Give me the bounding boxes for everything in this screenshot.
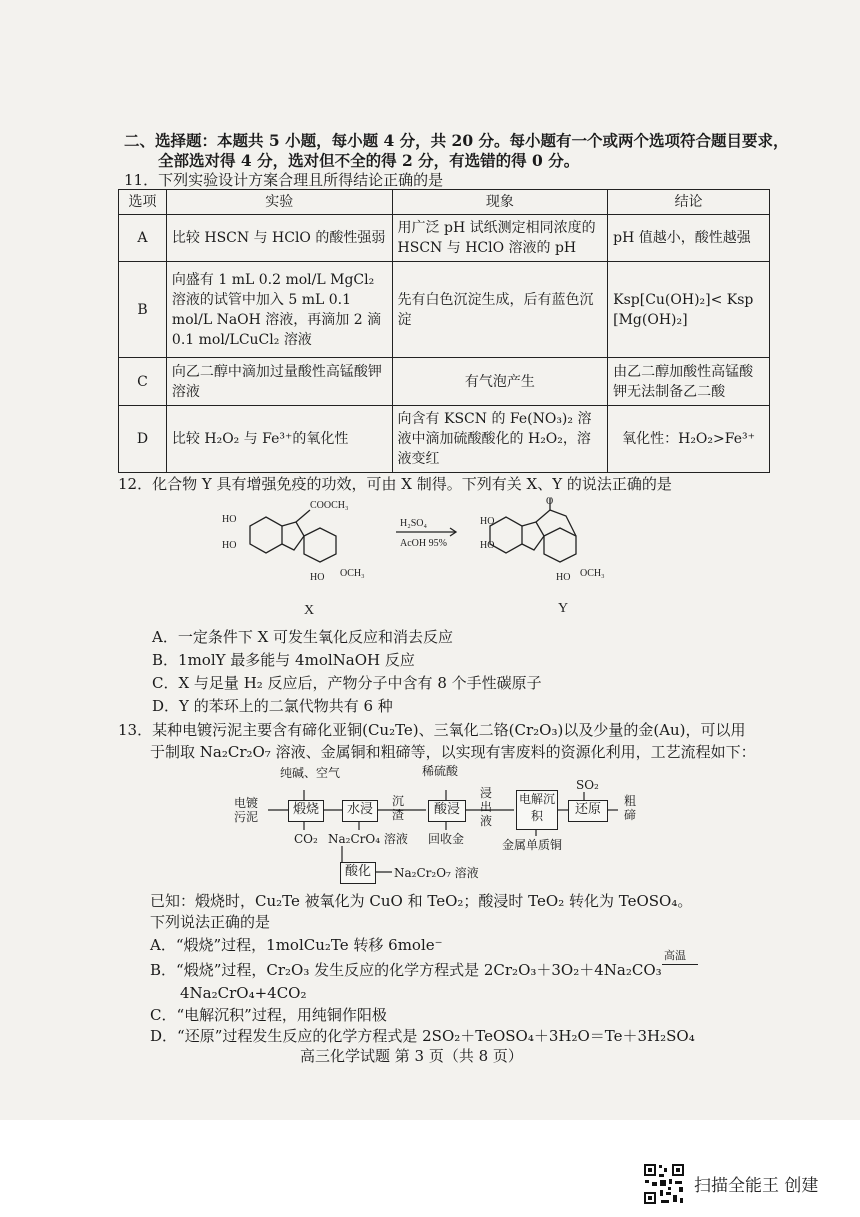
q11-table — [118, 189, 770, 473]
flow-out-na2cro4: Na₂CrO₄ 溶液 — [328, 832, 408, 846]
q13-option-a: A．“煅烧”过程，1molCu₂Te 转移 6mole⁻ — [150, 936, 443, 954]
flow-box-electrodeposit: 电解沉积 — [516, 790, 558, 830]
reagent-top: H₂SO₄ — [400, 518, 427, 529]
flow-out-na2cr2o7: Na₂Cr₂O₇ 溶液 — [394, 866, 479, 880]
label-x: X — [304, 603, 315, 618]
row-option: C — [119, 358, 167, 406]
q12-option-d: D．Y 的苯环上的二氯代物共有 6 种 — [152, 697, 393, 715]
q12-option-b: B．1molY 最多能与 4molNaOH 反应 — [152, 651, 415, 669]
header-conclusion: 结论 — [608, 190, 770, 215]
row-phenomenon: 用广泛 pH 试纸测定相同浓度的 HSCN 与 HClO 溶液的 pH — [392, 215, 608, 262]
reaction-scheme — [200, 496, 640, 618]
row-conclusion: 由乙二醇加酸性高锰酸钾无法制备乙二酸 — [608, 358, 770, 406]
label-ho: HO — [310, 572, 325, 583]
flow-out-co2: CO₂ — [294, 832, 318, 846]
reagent-bottom: AcOH 95% — [400, 538, 447, 549]
flow-input-soda-air: 纯碱、空气 — [280, 766, 341, 780]
label-cooch3: COOCH₃ — [310, 500, 349, 511]
label-och3: OCH₃ — [580, 568, 605, 579]
q13-option-b-arrow — [662, 964, 698, 965]
label-och3: OCH₃ — [340, 568, 365, 579]
table-row — [119, 406, 770, 473]
row-conclusion: pH 值越小，酸性越强 — [608, 215, 770, 262]
table-row — [119, 215, 770, 262]
table-row — [119, 262, 770, 358]
flow-out-copper: 金属单质铜 — [502, 838, 563, 852]
q13-stem-line2: 于制取 Na₂Cr₂O₇ 溶液、金属铜和粗碲等，以实现有害废料的资源化利用，工艺流程如下： — [150, 743, 756, 761]
label-ho: HO — [556, 572, 571, 583]
flow-box-reduce: 还原 — [568, 800, 608, 822]
row-experiment: 向盛有 1 mL 0.2 mol/L MgCl₂ 溶液的试管中加入 5 mL 0.1 mol/L NaOH 溶液，再滴加 2 滴 0.1 mol/LCuCl₂ 溶液 — [166, 262, 392, 358]
q13-option-d: D．“还原”过程发生反应的化学方程式是 2SO₂＋TeOSO₄＋3H₂O＝Te＋3H₂SO₄ — [150, 1027, 695, 1045]
label-ho: HO — [222, 540, 237, 551]
camscanner-brand: 扫描全能王 创建 — [694, 1176, 819, 1196]
section-header-line1: 二、选择题：本题共 5 小题，每小题 4 分，共 20 分。每小题有一个或两个选项符合题目要求， — [124, 131, 789, 150]
label-ho: HO — [222, 514, 237, 525]
row-option: D — [119, 406, 167, 473]
q12-option-a: A．一定条件下 X 可发生氧化反应和消去反应 — [152, 628, 454, 646]
header-phenomenon: 现象 — [392, 190, 608, 215]
label-o: O — [546, 496, 554, 507]
row-option: B — [119, 262, 167, 358]
row-phenomenon: 有气泡产生 — [392, 358, 608, 406]
qr-code-icon — [642, 1162, 686, 1206]
section-header-line2: 全部选对得 4 分，选对但不全的得 2 分，有选错的得 0 分。 — [158, 151, 580, 170]
flow-box-water-leach: 水浸 — [342, 800, 378, 822]
row-phenomenon: 向含有 KSCN 的 Fe(NO₃)₂ 溶液中滴加硫酸酸化的 H₂O₂，溶液变红 — [392, 406, 608, 473]
label-y: Y — [558, 601, 569, 616]
flow-input-acid: 稀硫酸 — [422, 764, 459, 778]
label-ho: HO — [480, 540, 495, 551]
q13-option-b: B．“煅烧”过程，Cr₂O₃ 发生反应的化学方程式是 2Cr₂O₃＋3O₂＋4Na₂CO₃ — [150, 961, 662, 979]
q13-stem-line1: 13．某种电镀污泥主要含有碲化亚铜(Cu₂Te)、三氧化二铬(Cr₂O₃)以及少量的金(Au)，可以用 — [118, 721, 746, 739]
q12-stem: 12．化合物 Y 具有增强免疫的功效，可由 X 制得。下列有关 X、Y 的说法正确的是 — [118, 475, 672, 493]
flow-out-gold: 回收金 — [428, 832, 465, 846]
flow-residue: 沉渣 — [392, 794, 405, 822]
row-option: A — [119, 215, 167, 262]
flow-leachate: 浸出液 — [480, 786, 493, 828]
process-flow-diagram — [232, 764, 652, 884]
q13-known: 已知：煅烧时，Cu₂Te 被氧化为 CuO 和 TeO₂；酸浸时 TeO₂ 转化为 TeOSO₄。 — [150, 892, 693, 910]
q13-option-b-product: 4Na₂CrO₄+4CO₂ — [180, 984, 307, 1002]
flow-input-so2: SO₂ — [576, 778, 599, 792]
label-ho: HO — [480, 516, 495, 527]
flow-box-calcine: 煅烧 — [288, 800, 324, 822]
header-experiment: 实验 — [166, 190, 392, 215]
q13-option-b-condition: 高温 — [664, 949, 686, 962]
row-experiment: 比较 H₂O₂ 与 Fe³⁺的氧化性 — [166, 406, 392, 473]
flow-box-acidify: 酸化 — [340, 862, 376, 884]
row-experiment: 比较 HSCN 与 HClO 的酸性强弱 — [166, 215, 392, 262]
flow-end-crude-te: 粗碲 — [624, 794, 637, 822]
row-conclusion: 氧化性：H₂O₂>Fe³⁺ — [608, 406, 770, 473]
q12-option-c: C．X 与足量 H₂ 反应后，产物分子中含有 8 个手性碳原子 — [152, 674, 542, 692]
flow-start: 电镀污泥 — [234, 796, 259, 824]
row-experiment: 向乙二醇中滴加过量酸性高锰酸钾溶液 — [166, 358, 392, 406]
table-header-row — [119, 190, 770, 215]
header-option: 选项 — [119, 190, 167, 215]
q13-option-c: C．“电解沉积”过程，用纯铜作阳极 — [150, 1006, 387, 1024]
q11-stem: 11．下列实验设计方案合理且所得结论正确的是 — [124, 171, 444, 189]
table-row — [119, 358, 770, 406]
row-conclusion: Ksp[Cu(OH)₂]< Ksp [Mg(OH)₂] — [608, 262, 770, 358]
q13-ask: 下列说法正确的是 — [150, 913, 271, 931]
row-phenomenon: 先有白色沉淀生成，后有蓝色沉淀 — [392, 262, 608, 358]
page-footer: 高三化学试题 第 3 页（共 8 页） — [300, 1047, 523, 1065]
flow-box-acid-leach: 酸浸 — [428, 800, 466, 822]
